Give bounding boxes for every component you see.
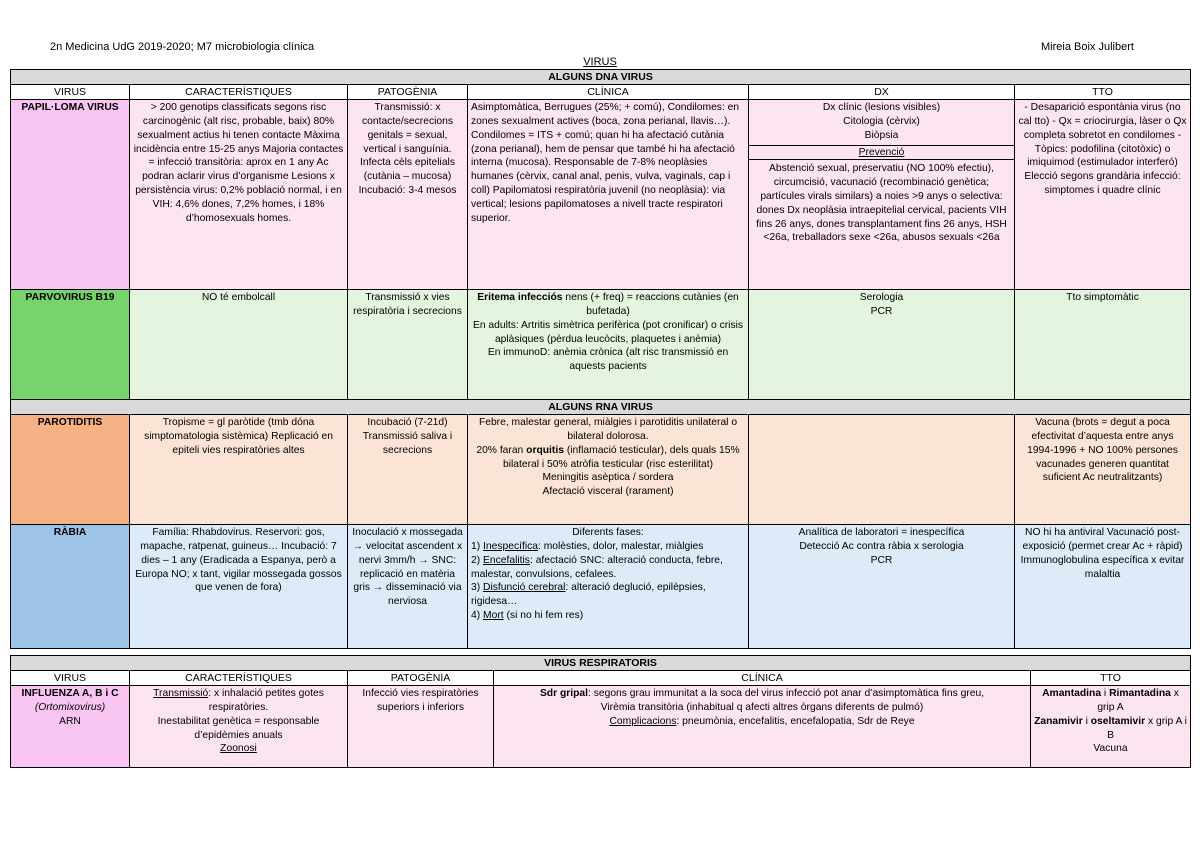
tto-text: x grip A i B [1107, 715, 1187, 741]
virus-table [10, 69, 1191, 649]
virus-name: PAPIL·LOMA VIRUS [11, 100, 130, 290]
virus-name: PAROTIDITIS [11, 415, 130, 525]
tto-cell: - Desaparició espontània virus (no cal tto) - Qx = criocirurgia, làser o Qx completa sobretot en condilomes - Tòpics: podofilina (citotòxic) o imiquimod (estimulador interferó) Elecció segons grandària infecció: simptomes i quadre clínic [1015, 100, 1191, 290]
phase-number: 4) [471, 609, 481, 621]
col-patogenia: PATOGÈNIA [348, 85, 468, 100]
drug-name: Rimantadina [1109, 688, 1171, 700]
phase-number: 3) [471, 582, 481, 594]
phase-name: Disfunció cerebral [483, 582, 566, 594]
dx-line: Biòpsia [864, 129, 899, 141]
row-influenza [11, 686, 1191, 768]
phase-text: : molèsties, dolor, malestar, miàlgies [537, 540, 704, 552]
clinica-text: Afectació visceral (rarament) [542, 486, 674, 498]
dx-line: PCR [870, 554, 893, 566]
row-rabia [11, 525, 1191, 649]
phase-name: Mort [483, 609, 504, 621]
virus-acid: ARN [59, 715, 81, 727]
phase-text: : alteració deglució, epilèpsies, rigidesa… [471, 582, 706, 608]
clinica-cell [468, 525, 749, 649]
prevencio-text: Abstenció sexual, preservatiu (NO 100% efectiu), circumcisió, vacunació (recombinació genètica; partícules virals similars) a noies >9 anys o selectiva: dones Dx neoplàsia intraepitelial cervical, pacients VIH fins 26 anys, dones transplantament fins 26 anys, HSH <26a, treballadors sexe <26a, abusos sexuals <26a [756, 163, 1007, 244]
clinica-text: : pneumònia, encefalitis, encefalopatia, Sdr de Reye [676, 715, 915, 727]
dx-line: Citologia (cèrvix) [843, 115, 920, 127]
orquitis-term: orquitis [526, 444, 564, 456]
dx-cell [749, 290, 1015, 400]
dx-line: Serologia [859, 292, 904, 304]
prevencio-label: Prevenció [749, 145, 1014, 161]
dx-line: Analítica de laboratori = inespecífica [798, 527, 965, 539]
phase-number: 1) [471, 540, 481, 552]
dx-line: Dx clínic (lesions visibles) [822, 102, 941, 114]
section-rna: ALGUNS RNA VIRUS [11, 400, 1191, 415]
tto-text: Vacuna [1093, 743, 1128, 755]
clinica-cell: Asimptomàtica, Berrugues (25%; + comú), Condilomes: en zones sexualment actives (boca, zona perianal, llavis…). Condilomes = ITS + comú; quan hi ha afectació cutània (zona perianal), hem de pensar que també hi ha afectació interna (mucosa). Responsable de 7-8% neoplàsies humanes (cèrvix, canal anal, penis, vulva, vaginals, cap i coll) Papilomatosi respiratòria juvenil (no neoplàsia): via vertical; lesions papilomatoses a nivell tracte respiratori superior. [468, 100, 749, 290]
drug-name: Zanamivir [1034, 715, 1083, 727]
clinica-text: Meningitis asèptica / sordera [542, 472, 674, 484]
drug-name: Amantadina [1042, 688, 1102, 700]
complicacions-term: Complicacions [609, 715, 677, 727]
phase-number: 2) [471, 554, 481, 566]
row-papilloma [11, 100, 1191, 290]
col-virus: VIRUS [11, 671, 130, 686]
clinica-text: Diferents fases: [572, 527, 644, 539]
phase-name: Inespecífica [483, 540, 538, 552]
respiratory-table [10, 655, 1191, 768]
car-text: : x inhalació petites gotes respiratòries. [208, 688, 324, 713]
tto-cell: Vacuna (brots = degut a poca efectivitat d’aquesta entre anys 1994-1996 + NO 100% persones vacunades generen quantitat suficient Ac neutralitzants) [1015, 415, 1191, 525]
col-clinica: CLÍNICA [494, 671, 1031, 686]
phase-name: Encefalitis [483, 554, 530, 566]
eritema-term: Eritema infecciós [477, 292, 563, 304]
caracteristiques-cell: Família: Rhabdovirus. Reservori: gos, mapache, ratpenat, guineus… Incubació: 7 dies – 1 any (Eradicada a Espanya, però a Europa NO; x tant, vigilar mossegada gossos que venen de fora) [130, 525, 348, 649]
col-caracteristiques: CARACTERÍSTIQUES [130, 671, 348, 686]
zoonosi-term: Zoonosi [220, 743, 257, 755]
clinica-text: nens (+ freq) = reaccions cutànies (en bufetada) [565, 292, 739, 317]
transmissio-term: Transmissió [153, 688, 209, 700]
virus-name: RÀBIA [11, 525, 130, 649]
col-clinica: CLÍNICA [468, 85, 749, 100]
tto-text: x grip A [1097, 688, 1179, 713]
clinica-cell [468, 415, 749, 525]
dx-cell [749, 415, 1015, 525]
patogenia-cell: Transmissió x vies respiratòria i secrecions [348, 290, 468, 400]
col-caracteristiques: CARACTERÍSTIQUES [130, 85, 348, 100]
tto-cell: Tto simptomàtic [1015, 290, 1191, 400]
row-parotiditis [11, 415, 1191, 525]
patogenia-cell: Inoculació x mossegada → velocitat ascendent x nervi 3mm/h → SNC: replicació en matèria gris → disseminació via nerviosa [348, 525, 468, 649]
caracteristiques-cell [130, 686, 348, 768]
dx-line: Detecció Ac contra ràbia x serologia [799, 540, 964, 552]
caracteristiques-cell: NO té embolcall [130, 290, 348, 400]
col-dx: DX [749, 85, 1015, 100]
tto-text: i [1101, 688, 1110, 700]
col-tto: TTO [1031, 671, 1191, 686]
tto-cell: NO hi ha antiviral Vacunació post-exposició (permet crear Ac + ràpid) Immunoglobulina específica x evitar malaltia [1015, 525, 1191, 649]
virus-name: PARVOVIRUS B19 [11, 290, 130, 400]
clinica-cell [494, 686, 1031, 768]
caracteristiques-cell: Tropisme = gl paròtide (tmb dóna simptomatologia sistèmica) Replicació en epiteli vies respiratòries altes [130, 415, 348, 525]
clinica-text: Virèmia transitòria (inhabitual q afecti altres òrgans diferents de pulmó) [600, 701, 924, 713]
section-respiratory: VIRUS RESPIRATORIS [11, 656, 1191, 671]
header-course: 2n Medicina UdG 2019-2020; M7 microbiologia clínica [50, 41, 315, 53]
virus-name-cell [11, 686, 130, 768]
col-virus: VIRUS [11, 85, 130, 100]
phase-text: (si no hi fem res) [503, 609, 584, 621]
clinica-text: En immunoD: anèmia crònica (alt risc transmissió en aquests pacients [487, 347, 729, 373]
col-tto: TTO [1015, 85, 1191, 100]
caracteristiques-cell: > 200 genotips classificats segons risc carcinogènic (alt risc, probable, baix) 80% sexualment actius hi tenen contacte Màxima incidència entre 15-25 anys Majoria contactes = infecció transitòria: aprox en 1 any Ac podran aclarir virus d’organisme Lesions x persistència virus: 0,2% població normal, i en VIH: 4,6% dones, 7,2% homes, i 18% d’homosexuals homes. [130, 100, 348, 290]
section-dna: ALGUNS DNA VIRUS [11, 70, 1191, 85]
dx-cell [749, 525, 1015, 649]
patogenia-cell: Transmissió: x contacte/secrecions genitals = sexual, vertical i sanguínia. Infecta cèls epitelials (cutània – mucosa) Incubació: 3-4 mesos [348, 100, 468, 290]
virus-name: INFLUENZA A, B i C [21, 688, 119, 700]
clinica-text: : segons grau immunitat a la soca del virus infecció pot anar d’asimptomàtica fins greu, [588, 688, 985, 700]
sdr-gripal-term: Sdr gripal [539, 688, 588, 700]
header-author: Mireia Boix Julibert [1041, 41, 1134, 53]
car-text: Inestabilitat genètica = responsable d’epidèmies anuals [157, 715, 320, 741]
dx-cell [749, 100, 1015, 290]
phase-text: : afectació SNC: alteració conducta, febre, malestar, convulsions, cefalees. [471, 554, 723, 580]
dx-line: PCR [870, 305, 893, 317]
clinica-text: Febre, malestar general, miàlgies i parotiditis unilateral o bilateral dolorosa. [478, 417, 738, 442]
clinica-text: 20% faran [476, 444, 524, 456]
tto-cell [1031, 686, 1191, 768]
drug-name: oseltamivir [1090, 715, 1146, 727]
tto-text: i [1082, 715, 1091, 727]
row-parvovirus [11, 290, 1191, 400]
patogenia-cell: Incubació (7-21d) Transmissió saliva i secrecions [348, 415, 468, 525]
col-patogenia: PATOGÈNIA [348, 671, 494, 686]
clinica-text: En adults: Artritis simètrica perifèrica (pot cronificar) o crisis aplàsiques (pèrdua leucòcits, plaquetes i anèmia) [472, 319, 744, 345]
virus-genus: (Ortomixovirus) [34, 701, 106, 713]
patogenia-cell: Infecció vies respiratòries superiors i inferiors [348, 686, 494, 768]
clinica-cell [468, 290, 749, 400]
clinica-text: (inflamació testicular), dels quals 15% bilateral i 50% atròfia testicular (risc esterilitat) [502, 444, 740, 470]
page-title: VIRUS [583, 56, 617, 68]
